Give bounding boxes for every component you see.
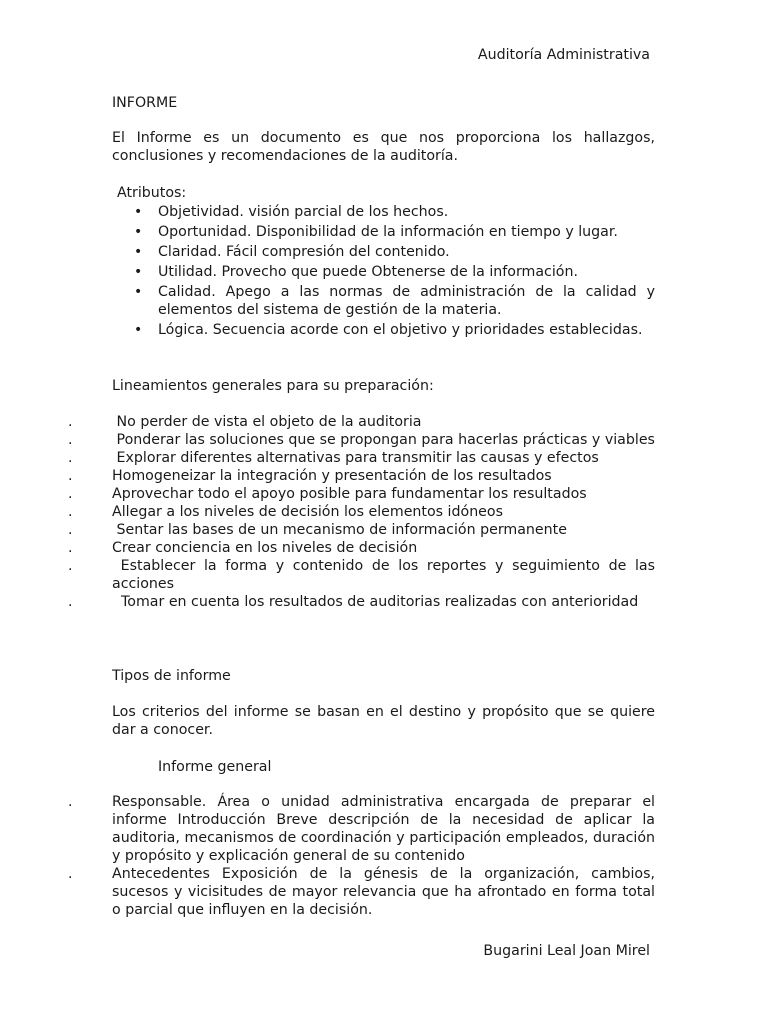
list-item: . Sentar las bases de un mecanismo de información permanente <box>68 522 567 538</box>
bullet-icon: • <box>134 224 143 240</box>
page-header: Auditoría Administrativa <box>477 47 650 63</box>
report-types-label: Tipos de informe <box>112 668 231 684</box>
attributes-list <box>112 203 655 341</box>
list-item: . Allegar a los niveles de decisión los elementos idóneos <box>68 504 503 520</box>
list-item: • Objetividad. visión parcial de los hechos. <box>134 204 449 220</box>
list-item: • Calidad. Apego a las normas de administración de la calidad y elementos del sistema de gestión de la materia. <box>134 284 655 318</box>
attributes-label: Atributos: <box>117 185 187 201</box>
list-marker: . <box>68 794 73 810</box>
list-item: . Tomar en cuenta los resultados de auditorias realizadas con anterioridad <box>68 594 639 610</box>
list-item: . Homogeneizar la integración y presentación de los resultados <box>68 468 552 484</box>
list-marker: . <box>68 504 73 520</box>
list-item: . Establecer la forma y contenido de los reportes y seguimiento de las acciones <box>68 558 660 592</box>
list-marker: . <box>68 486 73 502</box>
guidelines-list <box>0 413 768 611</box>
bullet-icon: • <box>134 322 143 338</box>
list-item: . Aprovechar todo el apoyo posible para fundamentar los resultados <box>68 486 587 502</box>
list-item: . Ponderar las soluciones que se propongan para hacerlas prácticas y viables <box>68 432 655 448</box>
list-marker: . <box>68 522 73 538</box>
list-item: • Claridad. Fácil compresión del contenido. <box>134 244 450 260</box>
list-marker: . <box>68 468 73 484</box>
guidelines-label: Lineamientos generales para su preparación: <box>112 378 434 394</box>
list-item: • Oportunidad. Disponibilidad de la información en tiempo y lugar. <box>134 224 618 240</box>
criteria-paragraph: Los criterios del informe se basan en el destino y propósito que se quiere dar a conocer. <box>112 704 655 738</box>
list-marker: . <box>68 432 73 448</box>
list-marker: . <box>68 558 73 574</box>
list-item: . Antecedentes Exposición de la génesis de la organización, cambios, sucesos y vicisitudes de mayor relevancia que ha afrontado en forma total o parcial que influyen en la decisión. <box>68 866 660 918</box>
bullet-icon: • <box>134 244 143 260</box>
document-heading: INFORME <box>112 95 178 111</box>
list-item: . Explorar diferentes alternativas para transmitir las causas y efectos <box>68 450 599 466</box>
intro-paragraph: El Informe es un documento es que nos proporciona los hallazgos, conclusiones y recomendaciones de la auditoría. <box>112 130 655 164</box>
list-item: . Responsable. Área o unidad administrativa encargada de preparar el informe Introducción Breve descripción de la necesidad de aplicar la auditoria, mecanismos de coordinación y participación empleados, duración y propósito y explicación general de su contenido <box>68 794 660 864</box>
general-report-label: Informe general <box>158 759 272 775</box>
list-marker: . <box>68 450 73 466</box>
bullet-icon: • <box>134 204 143 220</box>
list-marker: . <box>68 866 73 882</box>
list-marker: . <box>68 540 73 556</box>
author-signature: Bugarini Leal Joan Mirel <box>483 943 650 959</box>
list-marker: . <box>68 594 73 610</box>
bullet-icon: • <box>134 284 143 300</box>
list-item: . No perder de vista el objeto de la auditoria <box>68 414 422 430</box>
list-item: • Utilidad. Provecho que puede Obtenerse de la información. <box>134 264 578 280</box>
list-item: . Crear conciencia en los niveles de decisión <box>68 540 418 556</box>
general-report-list <box>0 793 768 919</box>
list-marker: . <box>68 414 73 430</box>
list-item: • Lógica. Secuencia acorde con el objetivo y prioridades establecidas. <box>134 322 643 338</box>
bullet-icon: • <box>134 264 143 280</box>
